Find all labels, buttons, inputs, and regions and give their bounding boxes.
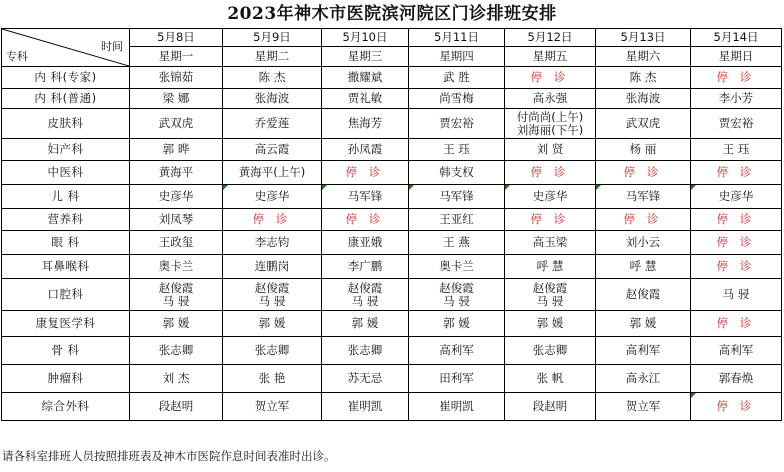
date-cell: 5月11日: [409, 29, 505, 47]
doctor-cell: 武双虎: [130, 109, 223, 139]
doctor-cell: 呼 慧: [596, 255, 691, 279]
doctor-cell: 黄海平: [130, 161, 223, 185]
dept-name: 中医科: [2, 161, 130, 185]
doctor-cell: 郭 媛: [409, 311, 505, 337]
closed-cell: 停 诊: [691, 311, 782, 337]
table-row: [2, 337, 782, 365]
weekday-cell: 星期六: [596, 47, 691, 67]
dept-name: 内 科(普通): [2, 89, 130, 109]
weekday-cell: 星期四: [409, 47, 505, 67]
table-row: [2, 311, 782, 337]
doctor-cell: 王 燕: [409, 231, 505, 255]
table-row: [2, 209, 782, 231]
closed-cell: 停 诊: [691, 161, 782, 185]
doctor-cell: 梁 娜: [130, 89, 223, 109]
table-row: [2, 161, 782, 185]
doctor-cell: 郭 晔: [130, 139, 223, 161]
date-cell: 5月14日: [691, 29, 782, 47]
doctor-cell: 刘 贤: [505, 139, 596, 161]
dept-name: 内 科(专家): [2, 67, 130, 89]
doctor-cell: 刘凤琴: [130, 209, 223, 231]
doctor-cell: 高云霞: [223, 139, 322, 161]
doctor-cell: 呼 慧: [505, 255, 596, 279]
dept-name: 综合外科: [2, 393, 130, 421]
doctor-cell: 高玉梁: [505, 231, 596, 255]
doctor-cell: 马军锋: [596, 185, 691, 209]
doctor-cell: 段赵明: [130, 393, 223, 421]
doctor-cell: 焦海芳: [322, 109, 409, 139]
weekday-cell: 星期五: [505, 47, 596, 67]
dept-name: 肿瘤科: [2, 365, 130, 393]
doctor-cell: 王政玺: [130, 231, 223, 255]
closed-cell: 停 诊: [691, 209, 782, 231]
doctor-cell: 高利军: [409, 337, 505, 365]
dept-name: 儿 科: [2, 185, 130, 209]
dept-name: 骨 科: [2, 337, 130, 365]
dept-name: 耳鼻喉科: [2, 255, 130, 279]
doctor-cell: 高永江: [596, 365, 691, 393]
dept-name: 营养科: [2, 209, 130, 231]
doctor-cell: 张 艳: [223, 365, 322, 393]
doctor-cell: 孙凤霞: [322, 139, 409, 161]
doctor-cell: 崔明凯: [409, 393, 505, 421]
doctor-cell: 高利军: [596, 337, 691, 365]
doctor-cell: 李志钧: [223, 231, 322, 255]
doctor-cell: 赵俊霞 马 骎: [505, 279, 596, 311]
table-row: [2, 139, 782, 161]
doctor-cell: 黄海平(上午): [223, 161, 322, 185]
doctor-cell: 武双虎: [596, 109, 691, 139]
closed-cell: 停 诊: [505, 161, 596, 185]
doctor-cell: 贾宏裕: [691, 109, 782, 139]
doctor-cell: 刘 杰: [130, 365, 223, 393]
doctor-cell: 贺立军: [596, 393, 691, 421]
doctor-cell: 刘小云: [596, 231, 691, 255]
doctor-cell: 张志卿: [130, 337, 223, 365]
doctor-cell: 苏无忌: [322, 365, 409, 393]
doctor-cell: 付尚尚(上午) 刘海丽(下午): [505, 109, 596, 139]
table-row: [2, 231, 782, 255]
doctor-cell: 段赵明: [505, 393, 596, 421]
doctor-cell: 张 帆: [505, 365, 596, 393]
closed-cell: 停 诊: [322, 161, 409, 185]
doctor-cell: 王亚红: [409, 209, 505, 231]
doctor-cell: 马 骎: [691, 279, 782, 311]
doctor-cell: 康亚娥: [322, 231, 409, 255]
doctor-cell: 高永强: [505, 89, 596, 109]
doctor-cell: 赵俊霞 马 骎: [322, 279, 409, 311]
doctor-cell: 郭 媛: [505, 311, 596, 337]
doctor-cell: 高利军: [691, 337, 782, 365]
weekday-cell: 星期一: [130, 47, 223, 67]
date-cell: 5月12日: [505, 29, 596, 47]
doctor-cell: 史彦华: [505, 185, 596, 209]
doctor-cell: 张志卿: [505, 337, 596, 365]
doctor-cell: 杨 丽: [596, 139, 691, 161]
table-row: [2, 393, 782, 421]
doctor-cell: 王 珏: [409, 139, 505, 161]
doctor-cell: 李小芳: [691, 89, 782, 109]
doctor-cell: 崔明凯: [322, 393, 409, 421]
doctor-cell: 王 珏: [691, 139, 782, 161]
date-cell: 5月10日: [322, 29, 409, 47]
doctor-cell: 李广鹏: [322, 255, 409, 279]
closed-cell: 停 诊: [691, 255, 782, 279]
time-label: 时间: [101, 40, 123, 53]
doctor-cell: 赵俊霞: [596, 279, 691, 311]
doctor-cell: 张海波: [223, 89, 322, 109]
closed-cell: 停 诊: [223, 209, 322, 231]
doctor-cell: 赵俊霞 马 骎: [130, 279, 223, 311]
corner-header: [2, 29, 130, 67]
closed-cell: 停 诊: [505, 209, 596, 231]
doctor-cell: 尚雪梅: [409, 89, 505, 109]
page-title: 2023年神木市医院滨河院区门诊排班安排: [227, 4, 557, 24]
doctor-cell: 张志卿: [223, 337, 322, 365]
doctor-cell: 奥卡兰: [409, 255, 505, 279]
table-row: [2, 255, 782, 279]
table-row: [2, 365, 782, 393]
doctor-cell: 武 胜: [409, 67, 505, 89]
doctor-cell: 史彦华: [691, 185, 782, 209]
dept-name: 妇产科: [2, 139, 130, 161]
closed-cell: 停 诊: [691, 67, 782, 89]
doctor-cell: 田利军: [409, 365, 505, 393]
doctor-cell: 连鹏岗: [223, 255, 322, 279]
doctor-cell: 郭 媛: [130, 311, 223, 337]
doctor-cell: 张志卿: [322, 337, 409, 365]
doctor-cell: 陈 杰: [596, 67, 691, 89]
table-row: [2, 109, 782, 139]
date-cell: 5月9日: [223, 29, 322, 47]
closed-cell: 停 诊: [691, 231, 782, 255]
footer-note: 请各科室排班人员按照排班表及神木市医院作息时间表准时出诊。: [2, 449, 336, 463]
closed-cell: 停 诊: [596, 161, 691, 185]
dept-label: 专科: [6, 50, 28, 63]
table-row: [2, 67, 782, 89]
dept-name: 眼 科: [2, 231, 130, 255]
doctor-cell: 马军锋: [322, 185, 409, 209]
doctor-cell: 郭 媛: [596, 311, 691, 337]
closed-cell: 停 诊: [322, 209, 409, 231]
doctor-cell: 撒耀斌: [322, 67, 409, 89]
table-row: [2, 279, 782, 311]
doctor-cell: 郭 媛: [223, 311, 322, 337]
doctor-cell: 韩支权: [409, 161, 505, 185]
date-row: [2, 29, 782, 47]
doctor-cell: 马军锋: [409, 185, 505, 209]
doctor-cell: 赵俊霞 马 骎: [223, 279, 322, 311]
doctor-cell: 乔爱莲: [223, 109, 322, 139]
doctor-cell: 奥卡兰: [130, 255, 223, 279]
doctor-cell: 史彦华: [130, 185, 223, 209]
weekday-cell: 星期三: [322, 47, 409, 67]
dept-name: 口腔科: [2, 279, 130, 311]
table-row: [2, 185, 782, 209]
weekday-cell: 星期二: [223, 47, 322, 67]
dept-name: 康复医学科: [2, 311, 130, 337]
doctor-cell: 陈 杰: [223, 67, 322, 89]
doctor-cell: 张锦茹: [130, 67, 223, 89]
doctor-cell: 郭 媛: [322, 311, 409, 337]
doctor-cell: 史彦华: [223, 185, 322, 209]
date-cell: 5月13日: [596, 29, 691, 47]
closed-cell: 停 诊: [505, 67, 596, 89]
doctor-cell: 贾礼敏: [322, 89, 409, 109]
weekday-cell: 星期日: [691, 47, 782, 67]
doctor-cell: 郭春焕: [691, 365, 782, 393]
table-row: [2, 89, 782, 109]
closed-cell: 停 诊: [691, 393, 782, 421]
schedule-table: [1, 28, 782, 421]
doctor-cell: 贾宏裕: [409, 109, 505, 139]
closed-cell: 停 诊: [596, 209, 691, 231]
doctor-cell: 赵俊霞 马 骎: [409, 279, 505, 311]
dept-name: 皮肤科: [2, 109, 130, 139]
doctor-cell: 张海波: [596, 89, 691, 109]
doctor-cell: 贺立军: [223, 393, 322, 421]
date-cell: 5月8日: [130, 29, 223, 47]
